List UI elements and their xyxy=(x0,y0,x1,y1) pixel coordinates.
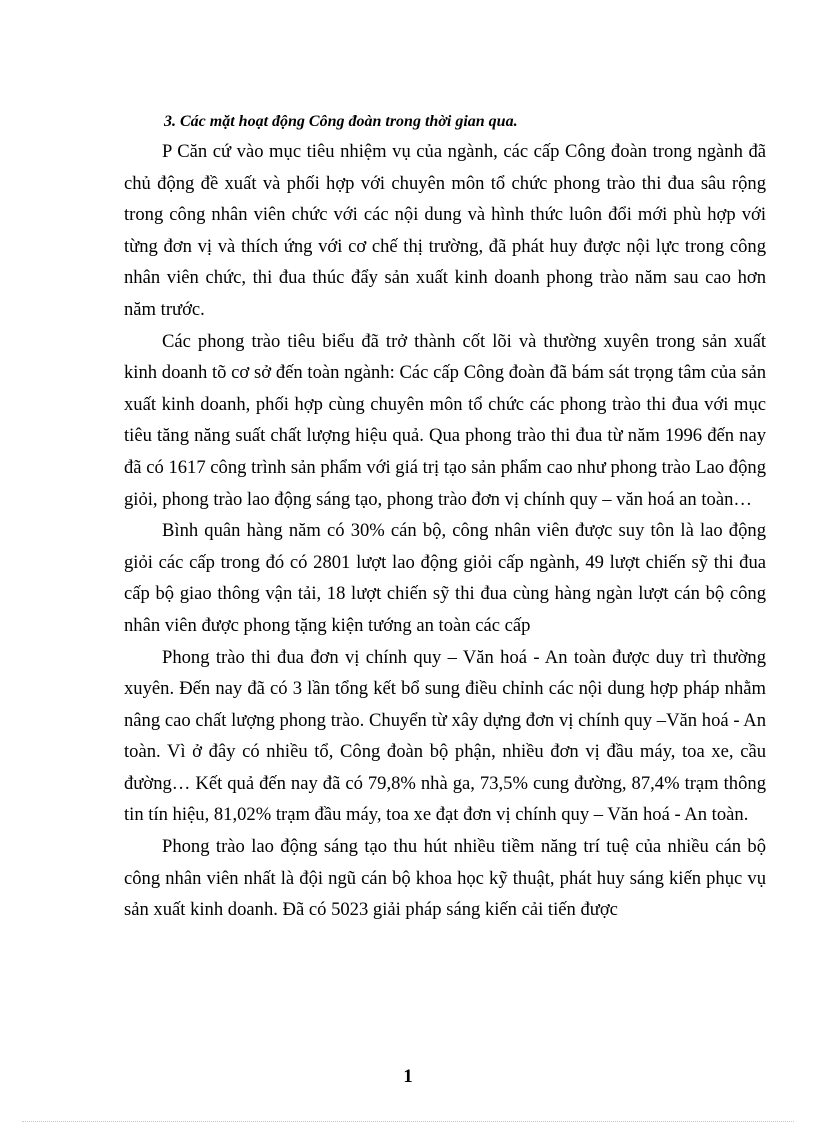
paragraph: Phong trào thi đua đơn vị chính quy – Văn hoá - An toàn được duy trì thường xuyên. Đến nay đã có 3 lần tổng kết bổ sung điều chỉnh các nội dung hợp pháp nhằm nâng cao chất lượng phong trào. Chuyển từ xây dựng đơn vị chính quy –Văn hoá - An toàn. Vì ở đây có nhiều tổ, Công đoàn bộ phận, nhiều đơn vị đầu máy, toa xe, cầu đường… Kết quả đến nay đã có 79,8% nhà ga, 73,5% cung đường, 87,4% trạm thông tin tín hiệu, 81,02% trạm đầu máy, toa xe đạt đơn vị chính quy – Văn hoá - An toàn. xyxy=(124,646,766,826)
paragraph: Phong trào lao động sáng tạo thu hút nhiều tiềm năng trí tuệ của nhiều cán bộ công nhân viên nhất là đội ngũ cán bộ khoa học kỹ thuật, phát huy sáng kiến phục vụ sản xuất kinh doanh. Đã có 5023 giải pháp sáng kiến cải tiến được xyxy=(124,836,766,921)
paragraph: P Căn cứ vào mục tiêu nhiệm vụ của ngành, các cấp Công đoàn trong ngành đã chủ động đề xuất và phối hợp với chuyên môn tổ chức phong trào thi đua sâu rộng trong công nhân viên chức với các nội dung và hình thức luôn đổi mới phù hợp với từng đơn vị và thích ứng với cơ chế thị trường, đã phát huy được nội lực trong công nhân viên chức, thi đua thúc đẩy sản xuất kinh doanh phong trào năm sau cao hơn năm trước. xyxy=(124,141,766,320)
section-heading: 3. Các mặt hoạt động Công đoàn trong thời gian qua. xyxy=(164,113,518,130)
document-body xyxy=(124,136,766,926)
paragraph: Bình quân hàng năm có 30% cán bộ, công nhân viên được suy tôn là lao động giỏi các cấp trong đó có 2801 lượt lao động giỏi cấp ngành, 49 lượt chiến sỹ thi đua cấp bộ giao thông vận tải, 18 lượt chiến sỹ thi đua cùng hàng ngàn lượt cán bộ công nhân viên được phong tặng kiện tướng an toàn các cấp xyxy=(124,520,766,636)
footer-divider xyxy=(22,1121,794,1122)
page-number: 1 xyxy=(403,1066,413,1087)
paragraph: Các phong trào tiêu biểu đã trở thành cốt lõi và thường xuyên trong sản xuất kinh doanh tõ cơ sở đến toàn ngành: Các cấp Công đoàn đã bám sát trọng tâm của sản xuất kinh doanh, phối hợp cùng chuyên môn tổ chức các phong trào thi đua với mục tiêu tăng năng suất chất lượng hiệu quả. Qua phong trào thi đua từ năm 1996 đến nay đã có 1617 công trình sản phẩm với giá trị tạo sản phẩm cao như phong trào Lao động giỏi, phong trào lao động sáng tạo, phong trào đơn vị chính quy – văn hoá an toàn… xyxy=(124,330,766,510)
